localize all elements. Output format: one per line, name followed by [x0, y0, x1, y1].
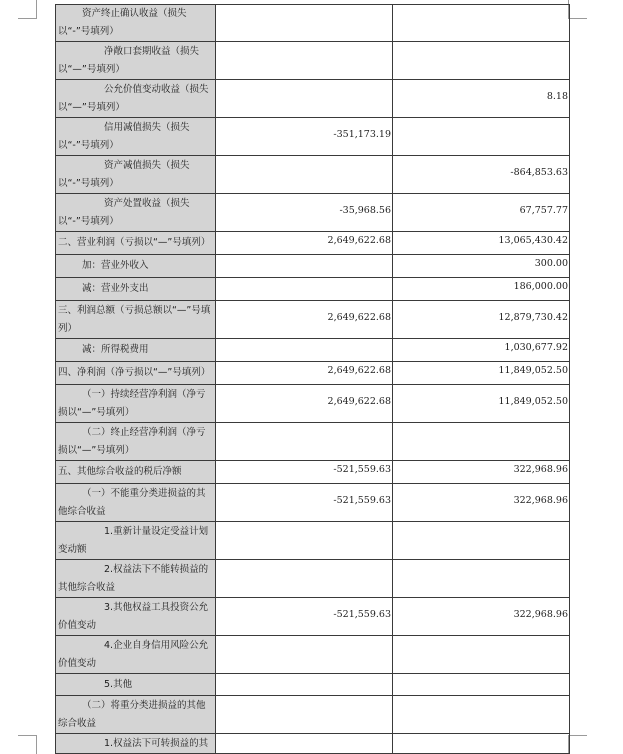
table-row [56, 278, 570, 301]
row-label: （一）不能重分类进损益的其他综合收益 [56, 484, 216, 522]
table-row [56, 156, 570, 194]
table-row [56, 301, 570, 339]
table-row [56, 255, 570, 278]
value-prior [393, 560, 570, 598]
crop-mark-bottom-left [18, 735, 37, 754]
value-prior [393, 423, 570, 461]
table-row [56, 560, 570, 598]
table-row [56, 461, 570, 484]
row-label: （一）持续经营净利润（净亏损以“—”号填列） [56, 385, 216, 423]
crop-mark-top-left [18, 0, 37, 19]
table-row [56, 385, 570, 423]
value-current: -521,559.63 [216, 598, 393, 636]
value-prior [393, 522, 570, 560]
row-label: 2.权益法下不能转损益的其他综合收益 [56, 560, 216, 598]
value-current [216, 80, 393, 118]
value-current: -351,173.19 [216, 118, 393, 156]
value-prior [393, 696, 570, 734]
value-prior [393, 5, 570, 42]
row-label: 五、其他综合收益的税后净额 [56, 461, 216, 484]
value-prior: 12,879,730.42 [393, 301, 570, 339]
table-row [56, 484, 570, 522]
table-row [56, 598, 570, 636]
value-current [216, 674, 393, 696]
value-current [216, 560, 393, 598]
table-row [56, 696, 570, 734]
table-row [56, 5, 570, 42]
value-prior [393, 118, 570, 156]
value-prior: 322,968.96 [393, 598, 570, 636]
row-label: 净敞口套期收益（损失以“—”号填列） [56, 42, 216, 80]
row-label: 信用减值损失（损失以“-”号填列） [56, 118, 216, 156]
value-current: -35,968.56 [216, 194, 393, 232]
value-prior: 300.00 [393, 255, 570, 278]
value-prior [393, 674, 570, 696]
value-current [216, 522, 393, 560]
table-row [56, 423, 570, 461]
value-current [216, 636, 393, 674]
table-row [56, 362, 570, 385]
value-prior: 67,757.77 [393, 194, 570, 232]
row-label: （二）终止经营净利润（净亏损以“—”号填列） [56, 423, 216, 461]
table-row [56, 636, 570, 674]
table-row [56, 674, 570, 696]
row-label: 减：所得税费用 [56, 339, 216, 362]
row-label: （二）将重分类进损益的其他综合收益 [56, 696, 216, 734]
value-current [216, 5, 393, 42]
value-current: 2,649,622.68 [216, 385, 393, 423]
value-current [216, 423, 393, 461]
value-prior: 186,000.00 [393, 278, 570, 301]
table-row [56, 194, 570, 232]
row-label: 资产减值损失（损失以“-”号填列） [56, 156, 216, 194]
value-current: 2,649,622.68 [216, 362, 393, 385]
value-prior: 322,968.96 [393, 461, 570, 484]
value-prior [393, 42, 570, 80]
row-label: 加：营业外收入 [56, 255, 216, 278]
row-label: 5.其他 [56, 674, 216, 696]
row-label: 公允价值变动收益（损失以“—”号填列） [56, 80, 216, 118]
value-current [216, 42, 393, 80]
table-row [56, 42, 570, 80]
row-label: 资产终止确认收益（损失以“-”号填列） [56, 5, 216, 42]
value-prior: 11,849,052.50 [393, 362, 570, 385]
row-label: 二、营业利润（亏损以“—”号填列） [56, 232, 216, 255]
value-current [216, 734, 393, 754]
table-row [56, 118, 570, 156]
table-row [56, 232, 570, 255]
row-label: 1.权益法下可转损益的其 [56, 734, 216, 754]
row-label: 减：营业外支出 [56, 278, 216, 301]
value-prior: -864,853.63 [393, 156, 570, 194]
row-label: 3.其他权益工具投资公允价值变动 [56, 598, 216, 636]
table-row [56, 339, 570, 362]
table-row [56, 522, 570, 560]
value-current: 2,649,622.68 [216, 301, 393, 339]
value-current: 2,649,622.68 [216, 232, 393, 255]
value-current: -521,559.63 [216, 461, 393, 484]
value-prior: 8.18 [393, 80, 570, 118]
value-prior: 1,030,677.92 [393, 339, 570, 362]
row-label: 1.重新计量设定受益计划变动额 [56, 522, 216, 560]
value-prior: 13,065,430.42 [393, 232, 570, 255]
value-prior [393, 734, 570, 754]
row-label: 三、利润总额（亏损总额以“—”号填列） [56, 301, 216, 339]
value-prior: 11,849,052.50 [393, 385, 570, 423]
value-current [216, 339, 393, 362]
value-prior [393, 636, 570, 674]
value-prior: 322,968.96 [393, 484, 570, 522]
row-label: 四、净利润（净亏损以“—”号填列） [56, 362, 216, 385]
crop-mark-top-right [568, 0, 587, 19]
value-current: -521,559.63 [216, 484, 393, 522]
crop-mark-bottom-right [568, 735, 587, 754]
value-current [216, 255, 393, 278]
income-statement-table [55, 4, 570, 754]
value-current [216, 278, 393, 301]
value-current [216, 696, 393, 734]
row-label: 4.企业自身信用风险公允价值变动 [56, 636, 216, 674]
table-row [56, 734, 570, 754]
table-row [56, 80, 570, 118]
row-label: 资产处置收益（损失以“-”号填列） [56, 194, 216, 232]
value-current [216, 156, 393, 194]
